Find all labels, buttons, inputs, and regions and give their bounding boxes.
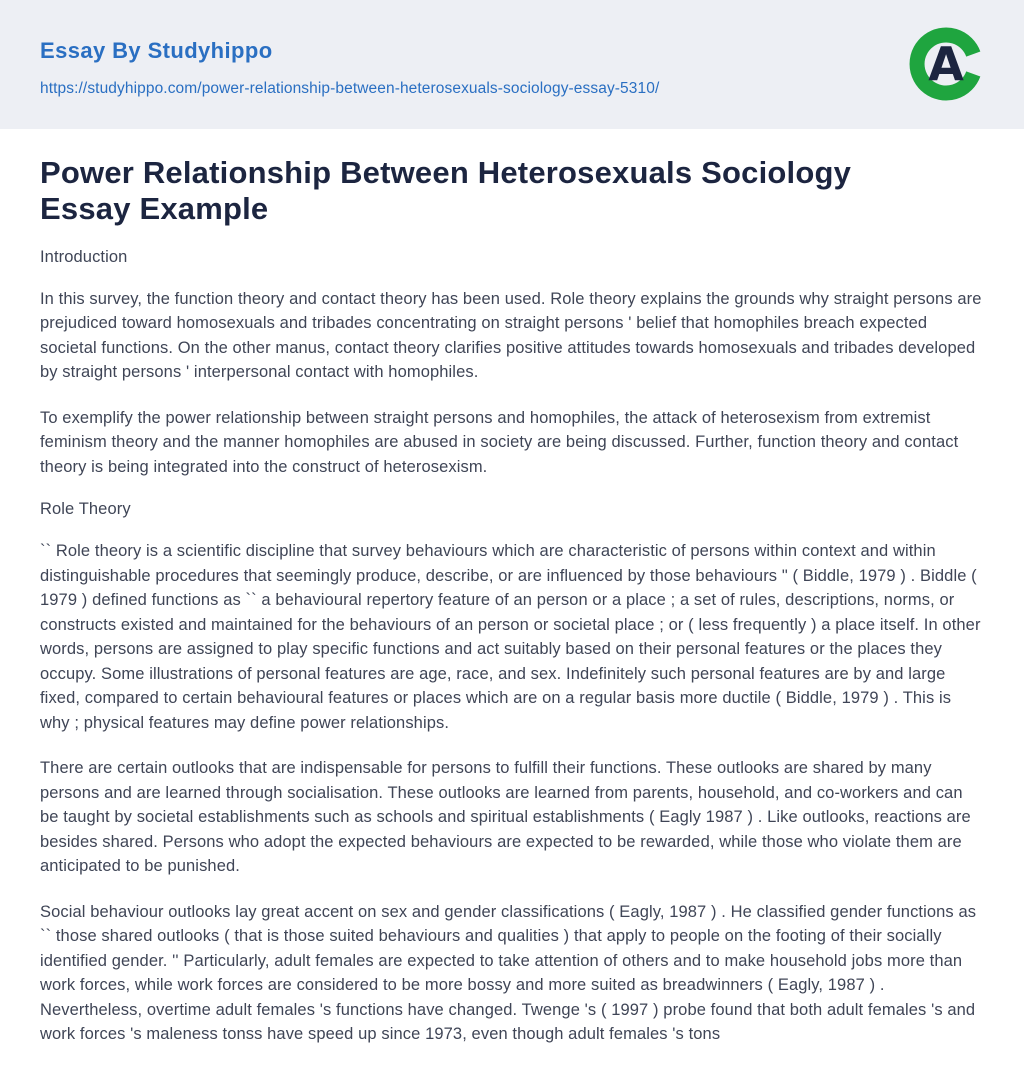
paragraph-role-theory-2: There are certain outlooks that are indispensable for persons to fulfill their functions. These outlooks are shared by many persons and are learned through socialisation. These outlooks are learned from parents, household, and co-workers and can be taught by societal establishments such as schools and spiritual establishments ( Eagly 1987 ) . Like outlooks, reactions are besides shared. Persons who adopt the expected behaviours are expected to be rewarded, while those who violate them are anticipated to be punished.: [40, 759, 971, 876]
logo-ring-icon: [908, 26, 984, 102]
paragraph-intro-1: In this survey, the function theory and contact theory has been used. Role theory explains the grounds why straight persons are prejudiced toward homosexuals and tribades concentrating on straight persons ' belief that homophiles breach expected societal functions. On the other manus, contact theory clarifies positive attitudes towards homosexuals and tribades developed by straight persons ' interpersonal contact with homophiles.: [40, 289, 982, 382]
paragraph-intro-2: To exemplify the power relationship between straight persons and homophiles, the attack of heterosexism from extremist feminism theory and the manner homophiles are abused in society are being discussed. Further, function theory and contact theory is being integrated into the construct of heterosexism.: [40, 408, 959, 476]
studyhippo-logo: [908, 26, 984, 102]
article-content: [0, 129, 1024, 1047]
intro-heading: Introduction: [40, 247, 128, 266]
role-theory-heading: Role Theory: [40, 500, 131, 519]
site-title: Essay By Studyhippo: [40, 38, 273, 63]
source-url-link[interactable]: https://studyhippo.com/power-relationship-between-heterosexuals-sociology-essay-5310/: [40, 80, 660, 97]
paragraph-role-theory-3: Social behaviour outlooks lay great accent on sex and gender classifications ( Eagly, 1987 ) . He classified gender functions as `` those shared outlooks ( that is those suited behaviours and qualities ) that apply to people on the footing of their socially identified gender. '' Particularly, adult females are expected to take attention of others and to make household jobs more than work forces, while work forces are considered to be more bossy and more suited as breadwinners ( Eagly, 1987 ) . Nevertheless, overtime adult females 's functions have changed. Twenge 's ( 1997 ) probe found that both adult females 's and work forces 's maleness tonss have speed up since 1973, even though adult females 's tons: [40, 902, 977, 1044]
page-title: Power Relationship Between Heterosexuals Sociology Essay Example: [40, 155, 852, 227]
paragraph-role-theory-1: `` Role theory is a scientific discipline that survey behaviours which are characteristic of persons within context and within distinguishable procedures that seemingly produce, describe, or are influenced by those behaviours " ( Biddle, 1979 ) . Biddle ( 1979 ) defined functions as `` a behavioural repertory feature of an person or a place ; a set of rules, descriptions, norms, or constructs existed and maintained for the behaviours of an person or societal place ; or ( less frequently ) a place itself. In other words, persons are assigned to play specific functions and act suitably based on their personal features or the places they occupy. Some illustrations of personal features are age, race, and sex. Indefinitely such personal features are by and large fixed, compared to certain behavioural features or places which are on a regular basis more ductile ( Biddle, 1979 ) . This is why ; physical features may define power relationships.: [40, 542, 981, 732]
page-header: [0, 0, 1024, 129]
header-text-block: [40, 0, 984, 98]
logo-letter: A: [928, 37, 964, 91]
